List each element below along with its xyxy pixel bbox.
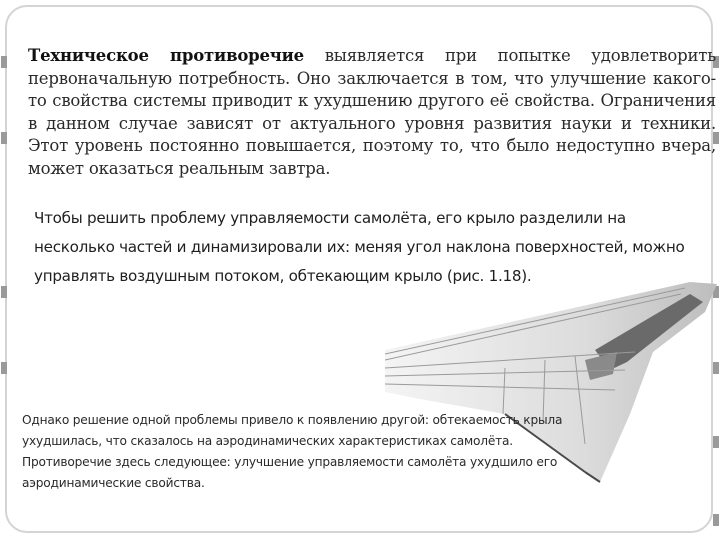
paragraph-technical-contradiction bbox=[28, 45, 716, 180]
term-technical-contradiction: Техническое противоречие bbox=[28, 46, 304, 65]
paragraph-wing-control: Чтобы решить проблему управляемости самолёта, его крыло разделили на несколько частей и динамизировали их: меняя угол наклона поверхностей, можно управлять воздушным потоком, обтекающим крыло (рис. 1.18). bbox=[34, 209, 685, 285]
frame-tick bbox=[713, 514, 719, 526]
frame-tick bbox=[1, 56, 7, 68]
frame-tick bbox=[1, 286, 7, 298]
paragraph-new-problem: Однако решение одной проблемы привело к появлению другой: обтекаемость крыла ухудшилась, что сказалось на аэродинамических характеристиках самолёта. Противоречие здесь следующее: улучшение управляемости самолёта ухудшило его аэродинамические свойства. bbox=[22, 413, 563, 490]
frame-tick bbox=[1, 132, 7, 144]
frame-tick bbox=[1, 362, 7, 374]
paragraph-text: выявляется при попытке удовлетворить первоначальную потребность. Оно заключается в том, что улучшение какого-то свойства системы приводит к ухудшению другого её свойства. Ограничения в данном случае зависят от актуального уровня развития науки и техники. Этот уровень постоянно повышается, поэтому то, что было недоступно вчера, может оказаться реальным завтра. bbox=[28, 46, 716, 178]
